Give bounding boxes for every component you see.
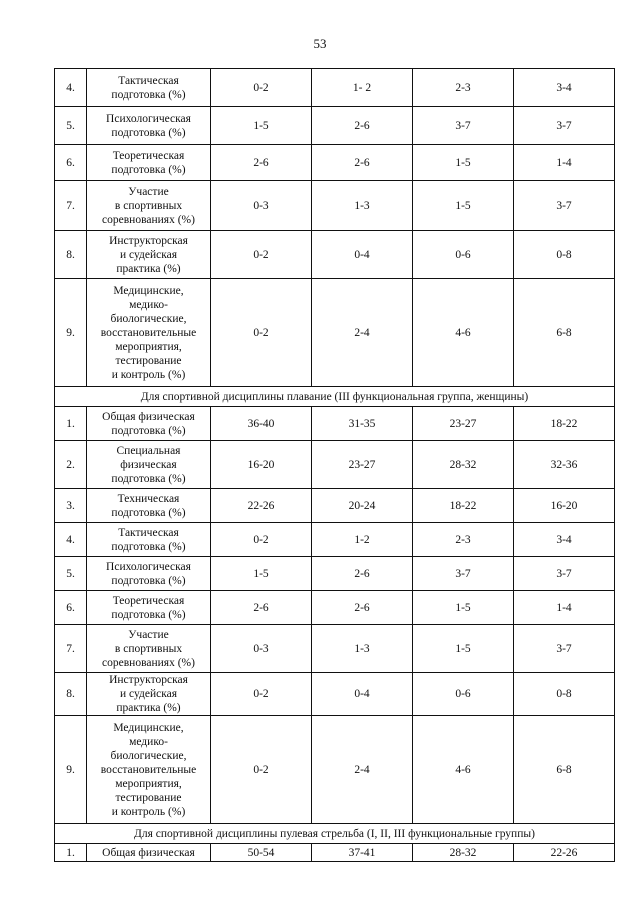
value-cell: 2-4 (312, 279, 413, 387)
value-cell: 1-4 (514, 591, 615, 625)
value-cell: 1-5 (413, 625, 514, 673)
row-number: 4. (55, 523, 87, 557)
table-row (55, 716, 615, 824)
row-number: 6. (55, 145, 87, 181)
value-cell: 23-27 (413, 407, 514, 441)
table-row (55, 625, 615, 673)
row-number: 6. (55, 591, 87, 625)
value-cell: 3-4 (514, 523, 615, 557)
value-cell: 6-8 (514, 279, 615, 387)
row-name: Тактическая подготовка (%) (87, 69, 211, 107)
table-row (55, 523, 615, 557)
value-cell: 22-26 (514, 844, 615, 862)
value-cell: 3-7 (514, 107, 615, 145)
value-cell: 16-20 (211, 441, 312, 489)
value-cell: 1-5 (211, 107, 312, 145)
value-cell: 32-36 (514, 441, 615, 489)
value-cell: 1-3 (312, 181, 413, 231)
row-number: 5. (55, 107, 87, 145)
value-cell: 0-3 (211, 625, 312, 673)
row-name: Психологическая подготовка (%) (87, 557, 211, 591)
value-cell: 0-8 (514, 673, 615, 716)
value-cell: 2-4 (312, 716, 413, 824)
table-body (55, 69, 615, 862)
training-plan-table (54, 68, 615, 862)
table-row (55, 279, 615, 387)
row-number: 1. (55, 407, 87, 441)
table-row (55, 407, 615, 441)
row-number: 8. (55, 231, 87, 279)
value-cell: 3-7 (413, 107, 514, 145)
value-cell: 2-6 (312, 145, 413, 181)
value-cell: 6-8 (514, 716, 615, 824)
value-cell: 31-35 (312, 407, 413, 441)
row-name: Медицинские, медико- биологические, восстановительные мероприятия, тестирование и контроль (%) (87, 716, 211, 824)
value-cell: 37-41 (312, 844, 413, 862)
row-number: 7. (55, 181, 87, 231)
value-cell: 0-2 (211, 279, 312, 387)
value-cell: 3-7 (413, 557, 514, 591)
section-heading: Для спортивной дисциплины пулевая стрельба (I, II, III функциональные группы) (55, 824, 615, 844)
value-cell: 18-22 (514, 407, 615, 441)
row-name: Теоретическая подготовка (%) (87, 145, 211, 181)
row-name: Тактическая подготовка (%) (87, 523, 211, 557)
section-row (55, 824, 615, 844)
value-cell: 18-22 (413, 489, 514, 523)
value-cell: 0-2 (211, 673, 312, 716)
row-number: 1. (55, 844, 87, 862)
value-cell: 2-3 (413, 69, 514, 107)
value-cell: 1-5 (413, 181, 514, 231)
table-row (55, 489, 615, 523)
table-row (55, 673, 615, 716)
table-row (55, 107, 615, 145)
value-cell: 2-6 (312, 591, 413, 625)
row-name: Медицинские, медико- биологические, восстановительные мероприятия, тестирование и контроль (%) (87, 279, 211, 387)
row-name: Инструкторская и судейская практика (%) (87, 673, 211, 716)
value-cell: 2-3 (413, 523, 514, 557)
row-number: 4. (55, 69, 87, 107)
value-cell: 0-4 (312, 231, 413, 279)
value-cell: 0-2 (211, 231, 312, 279)
row-name: Общая физическая подготовка (%) (87, 407, 211, 441)
value-cell: 50-54 (211, 844, 312, 862)
value-cell: 1-3 (312, 625, 413, 673)
row-number: 8. (55, 673, 87, 716)
value-cell: 0-2 (211, 69, 312, 107)
value-cell: 1-5 (413, 145, 514, 181)
row-name: Общая физическая (87, 844, 211, 862)
table-row (55, 231, 615, 279)
value-cell: 22-26 (211, 489, 312, 523)
value-cell: 4-6 (413, 716, 514, 824)
section-row (55, 387, 615, 407)
value-cell: 0-6 (413, 673, 514, 716)
row-name: Участие в спортивных соревнованиях (%) (87, 181, 211, 231)
value-cell: 3-7 (514, 181, 615, 231)
table-row (55, 145, 615, 181)
row-number: 9. (55, 716, 87, 824)
page-number: 53 (313, 36, 327, 51)
value-cell: 0-2 (211, 523, 312, 557)
value-cell: 0-6 (413, 231, 514, 279)
value-cell: 2-6 (211, 145, 312, 181)
value-cell: 3-7 (514, 557, 615, 591)
value-cell: 23-27 (312, 441, 413, 489)
table-row (55, 69, 615, 107)
row-name: Участие в спортивных соревнованиях (%) (87, 625, 211, 673)
section-heading: Для спортивной дисциплины плавание (III функциональная группа, женщины) (55, 387, 615, 407)
value-cell: 28-32 (413, 844, 514, 862)
row-name: Психологическая подготовка (%) (87, 107, 211, 145)
value-cell: 0-2 (211, 716, 312, 824)
value-cell: 2-6 (211, 591, 312, 625)
row-name: Техническая подготовка (%) (87, 489, 211, 523)
row-number: 3. (55, 489, 87, 523)
row-number: 7. (55, 625, 87, 673)
table-row (55, 591, 615, 625)
row-name: Специальная физическая подготовка (%) (87, 441, 211, 489)
value-cell: 2-6 (312, 557, 413, 591)
value-cell: 1-5 (211, 557, 312, 591)
value-cell: 1-5 (413, 591, 514, 625)
value-cell: 1-2 (312, 523, 413, 557)
table-row (55, 181, 615, 231)
table-row (55, 844, 615, 862)
row-number: 9. (55, 279, 87, 387)
value-cell: 3-4 (514, 69, 615, 107)
value-cell: 2-6 (312, 107, 413, 145)
row-name: Инструкторская и судейская практика (%) (87, 231, 211, 279)
table-row (55, 557, 615, 591)
value-cell: 28-32 (413, 441, 514, 489)
row-name: Теоретическая подготовка (%) (87, 591, 211, 625)
value-cell: 36-40 (211, 407, 312, 441)
value-cell: 0-8 (514, 231, 615, 279)
value-cell: 0-4 (312, 673, 413, 716)
value-cell: 16-20 (514, 489, 615, 523)
row-number: 2. (55, 441, 87, 489)
row-number: 5. (55, 557, 87, 591)
table-row (55, 441, 615, 489)
value-cell: 1-4 (514, 145, 615, 181)
value-cell: 4-6 (413, 279, 514, 387)
value-cell: 1- 2 (312, 69, 413, 107)
value-cell: 0-3 (211, 181, 312, 231)
value-cell: 20-24 (312, 489, 413, 523)
value-cell: 3-7 (514, 625, 615, 673)
